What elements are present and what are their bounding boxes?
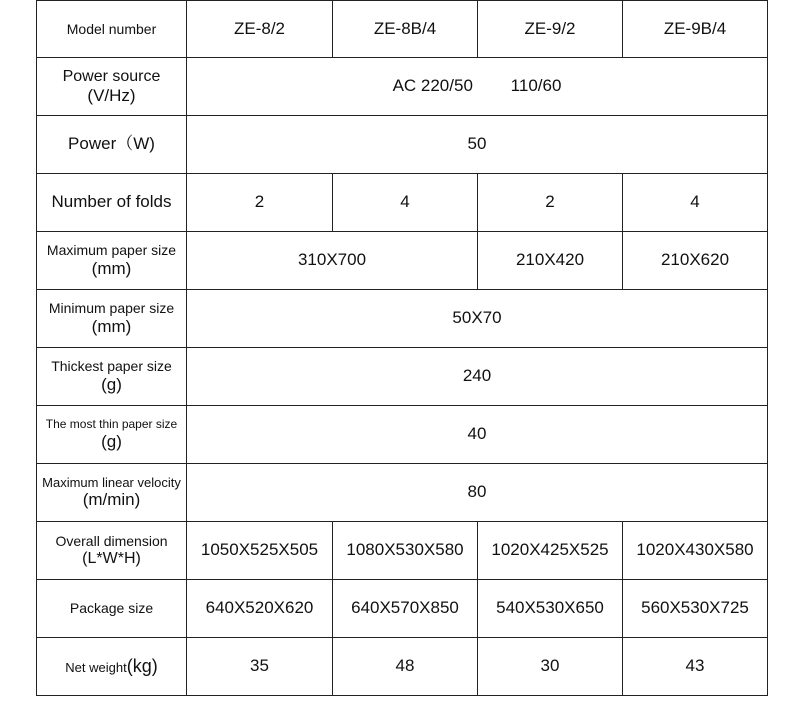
package-ze-8-2: 640X520X620 [187,580,333,638]
velocity-value: 80 [187,464,768,522]
max-paper-ze-9b-4: 210X620 [623,232,768,290]
folds-ze-9-2: 2 [478,174,623,232]
model-ze-8b-4: ZE-8B/4 [333,1,478,58]
max-paper-ze-8: 310X700 [187,232,478,290]
row-net-weight [37,638,768,696]
dimension-label: Overall dimension (L*W*H) [37,522,187,580]
power-value: 50 [187,116,768,174]
dimension-ze-9-2: 1020X425X525 [478,522,623,580]
package-ze-9b-4: 560X530X725 [623,580,768,638]
weight-label-text: Net weight [65,659,127,675]
model-number-label: Model number [37,1,187,58]
thinnest-label: The most thin paper size (g) [37,406,187,464]
weight-ze-8b-4: 48 [333,638,478,696]
weight-ze-8-2: 35 [187,638,333,696]
weight-label [37,638,187,696]
row-power [37,116,768,174]
spec-table [36,0,768,696]
row-power-source [37,58,768,116]
model-ze-9b-4: ZE-9B/4 [623,1,768,58]
row-min-paper-size [37,290,768,348]
min-paper-value: 50X70 [187,290,768,348]
row-number-of-folds [37,174,768,232]
dimension-ze-8b-4: 1080X530X580 [333,522,478,580]
row-max-linear-velocity [37,464,768,522]
thinnest-value: 40 [187,406,768,464]
row-model-number [37,1,768,58]
power-source-label: Power source (V/Hz) [37,58,187,116]
dimension-ze-8-2: 1050X525X505 [187,522,333,580]
package-ze-8b-4: 640X570X850 [333,580,478,638]
weight-ze-9b-4: 43 [623,638,768,696]
weight-label-unit: (kg) [126,655,158,676]
folds-ze-8b-4: 4 [333,174,478,232]
thickest-value: 240 [187,348,768,406]
folds-ze-8-2: 2 [187,174,333,232]
package-label: Package size [37,580,187,638]
row-overall-dimension [37,522,768,580]
folds-ze-9b-4: 4 [623,174,768,232]
max-paper-ze-9-2: 210X420 [478,232,623,290]
thickest-label: Thickest paper size (g) [37,348,187,406]
folds-label: Number of folds [37,174,187,232]
row-thinnest-paper [37,406,768,464]
weight-ze-9-2: 30 [478,638,623,696]
max-paper-label: Maximum paper size (mm) [37,232,187,290]
model-ze-8-2: ZE-8/2 [187,1,333,58]
dimension-ze-9b-4: 1020X430X580 [623,522,768,580]
row-max-paper-size [37,232,768,290]
package-ze-9-2: 540X530X650 [478,580,623,638]
velocity-label: Maximum linear velocity (m/min) [37,464,187,522]
row-thickest-paper [37,348,768,406]
power-source-value: AC 220/50 110/60 [187,58,768,116]
row-package-size [37,580,768,638]
power-label: Power（W) [37,116,187,174]
model-ze-9-2: ZE-9/2 [478,1,623,58]
min-paper-label: Minimum paper size (mm) [37,290,187,348]
